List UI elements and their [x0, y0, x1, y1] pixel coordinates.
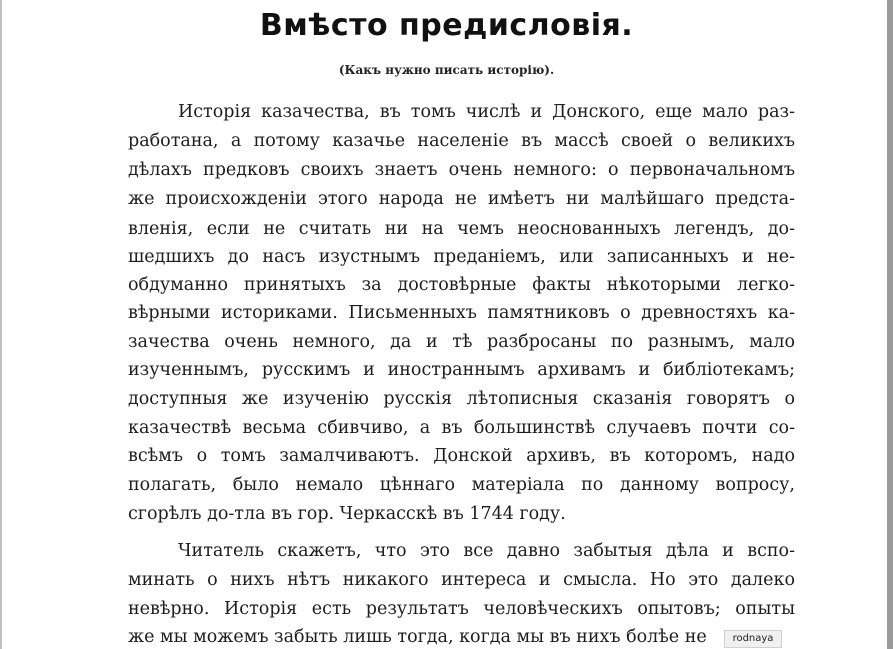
- page-edge-right: [887, 0, 893, 649]
- watermark-logo: rodnaya: [724, 630, 782, 648]
- text-line: всѣмъ о томъ замалчиваютъ. Донской архивъ, въ которомъ, надо: [128, 446, 795, 466]
- text-line: же происхожденіи этого народа не имѣетъ ни малѣйшаго предста-: [128, 189, 795, 209]
- text-line: полагать, было немало цѣннаго матеріала по данному вопросу,: [128, 475, 795, 495]
- text-line: вленія, если не считать ни на чемъ неоснованныхъ легендъ, до-: [128, 219, 795, 239]
- text-line: минать о нихъ нѣтъ никакого интереса и смысла. Но это далеко: [128, 570, 795, 590]
- page-title: Вмѣсто предисловія.: [259, 8, 634, 43]
- page-subtitle: (Какъ нужно писать исторію).: [338, 63, 555, 77]
- text-line: дѣлахъ предковъ своихъ знаетъ очень немного: о первоначальномъ: [128, 160, 795, 180]
- text-line: Исторія казачества, въ томъ числѣ и Донского, еще мало раз-: [178, 102, 795, 122]
- text-line: шедшихъ до насъ изустнымъ преданіемъ, или записанныхъ и не-: [128, 247, 795, 267]
- text-line: обдуманно принятыхъ за достовѣрные факты нѣкоторыми легко-: [128, 275, 795, 295]
- text-line: зачества очень немного, да и тѣ разбросаны по разнымъ, мало: [128, 332, 795, 352]
- text-line: изученнымъ, русскимъ и иностраннымъ архивамъ и библіотекамъ;: [128, 360, 795, 380]
- text-line: казачествѣ весьма сбивчиво, а въ большинствѣ случаевъ почти со-: [128, 418, 795, 438]
- text-line: вѣрными историками. Письменныхъ памятниковъ о древностяхъ ка-: [128, 303, 795, 323]
- text-line: сгорѣлъ до-тла въ гор. Черкасскѣ въ 1744 году.: [128, 504, 566, 524]
- text-line: же мы можемъ забыть лишь тогда, когда мы въ нихъ болѣе не: [128, 627, 707, 647]
- page-edge-left: [0, 0, 2, 649]
- text-line: невѣрно. Исторія есть результатъ человѣческихъ опытовъ; опыты: [128, 599, 795, 619]
- text-line: доступныя же изученію русскія лѣтописныя сказанія говорятъ о: [128, 389, 795, 409]
- text-line: работана, а потому казачье населеніе въ массѣ своей о великихъ: [128, 131, 795, 151]
- text-line: Читатель скажетъ, что это все давно забытыя дѣла и вспо-: [178, 541, 795, 561]
